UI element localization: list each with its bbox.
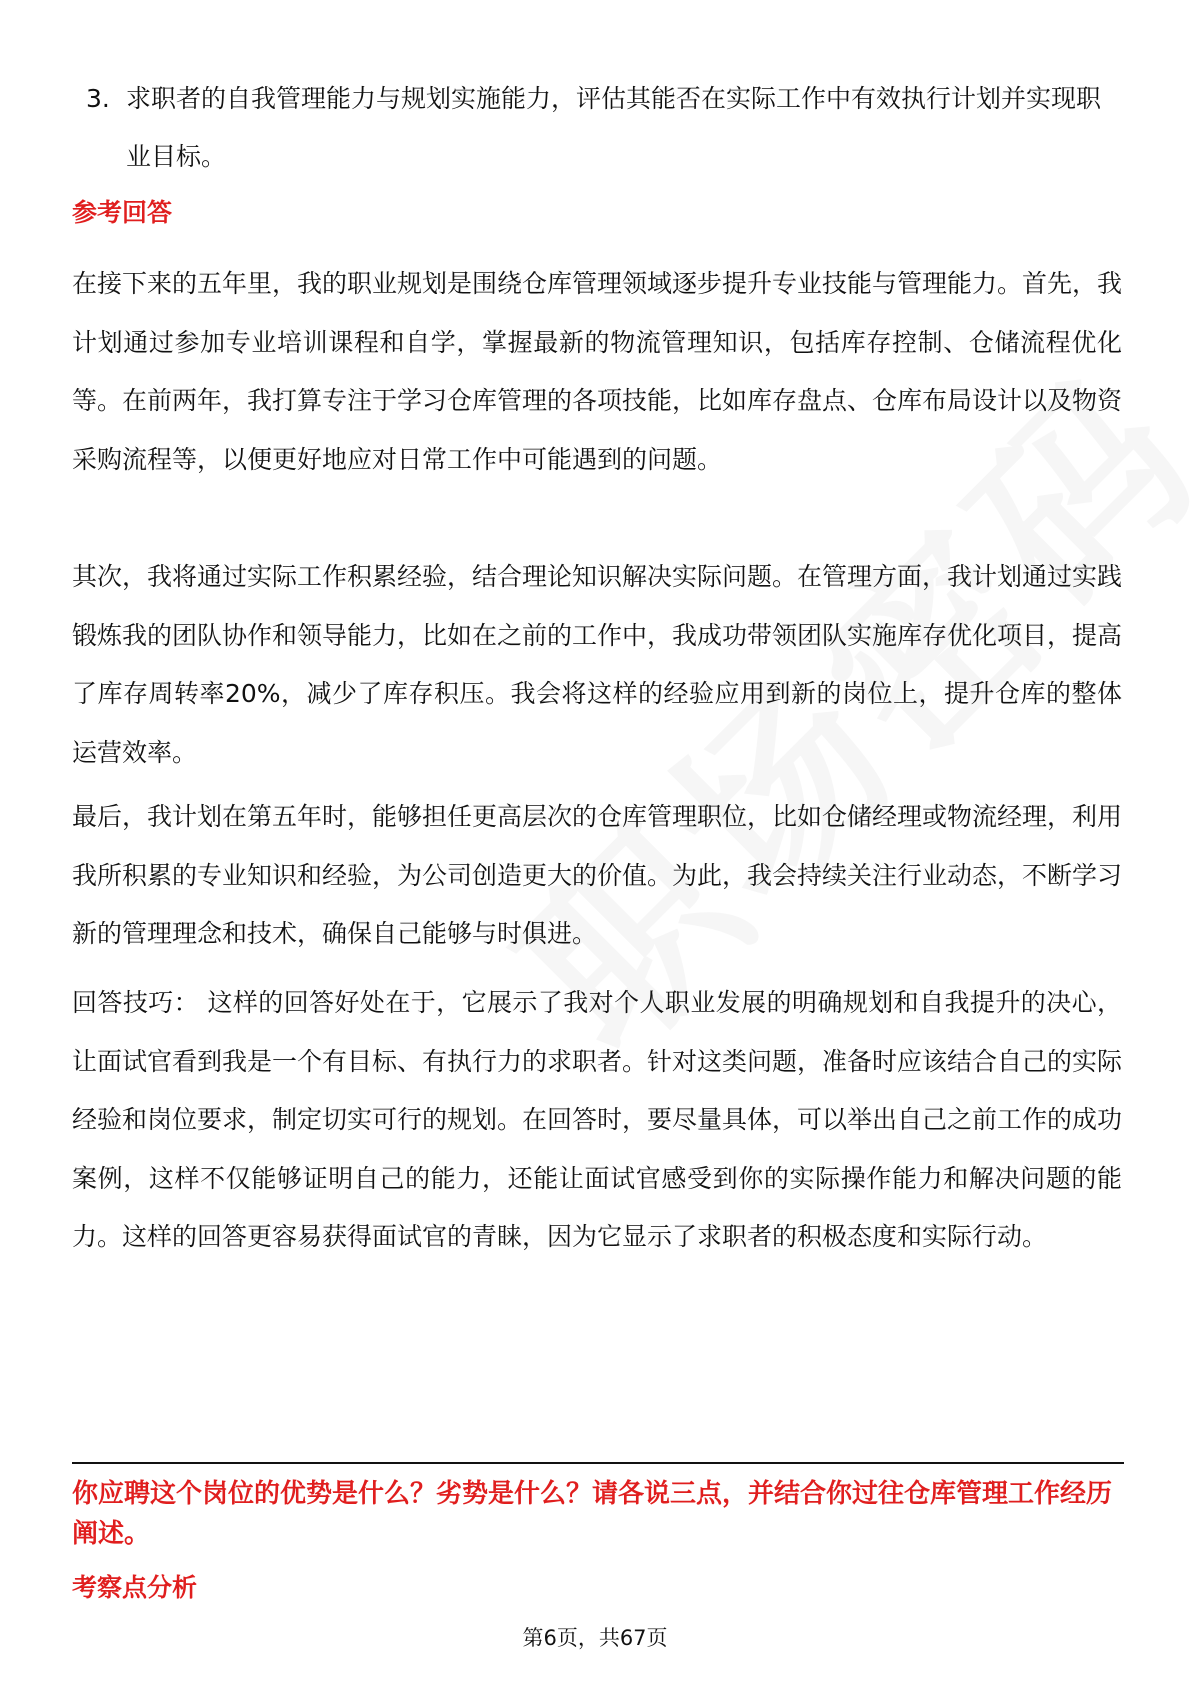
list-number: 3. [86, 84, 110, 113]
list-item-text: 求职者的自我管理能力与规划实施能力，评估其能否在实际工作中有效执行计划并实现职业目标。 [126, 84, 1102, 171]
list-item-3 [86, 70, 1126, 186]
next-question-title: 你应聘这个岗位的优势是什么？劣势是什么？请各说三点，并结合你过往仓库管理工作经历阐述。 [72, 1479, 1113, 1549]
page-number-footer: 第6页，共67页 [522, 1626, 668, 1650]
answer-tips-paragraph: 回答技巧： 这样的回答好处在于，它展示了我对个人职业发展的明确规划和自我提升的决心，让面试官看到我是一个有目标、有执行力的求职者。针对这类问题，准备时应该结合自己的实际经验和岗位要求，制定切实可行的规划。在回答时，要尽量具体，可以举出自己之前工作的成功案例，这样不仅能够证明自己的能力，还能让面试官感受到你的实际操作能力和解决问题的能力。这样的回答更容易获得面试官的青睐，因为它显示了求职者的积极态度和实际行动。 [72, 988, 1123, 1251]
answer-paragraph-2: 其次，我将通过实际工作积累经验，结合理论知识解决实际问题。在管理方面，我计划通过实践锻炼我的团队协作和领导能力，比如在之前的工作中，我成功带领团队实施库存优化项目，提高了库存周转率20%，减少了库存积压。我会将这样的经验应用到新的岗位上，提升仓库的整体运营效率。 [72, 562, 1123, 767]
analysis-heading: 考察点分析 [72, 1573, 198, 1602]
answer-paragraph-1: 在接下来的五年里，我的职业规划是围绕仓库管理领域逐步提升专业技能与管理能力。首先，我计划通过参加专业培训课程和自学，掌握最新的物流管理知识，包括库存控制、仓储流程优化等。在前两年，我打算专注于学习仓库管理的各项技能，比如库存盘点、仓库布局设计以及物资采购流程等，以便更好地应对日常工作中可能遇到的问题。 [72, 269, 1123, 474]
reference-answer-heading: 参考回答 [72, 198, 173, 227]
answer-paragraph-3: 最后，我计划在第五年时，能够担任更高层次的仓库管理职位，比如仓储经理或物流经理，利用我所积累的专业知识和经验，为公司创造更大的价值。为此，我会持续关注行业动态，不断学习新的管理理念和技术，确保自己能够与时俱进。 [72, 802, 1123, 948]
section-divider [72, 1462, 1124, 1464]
